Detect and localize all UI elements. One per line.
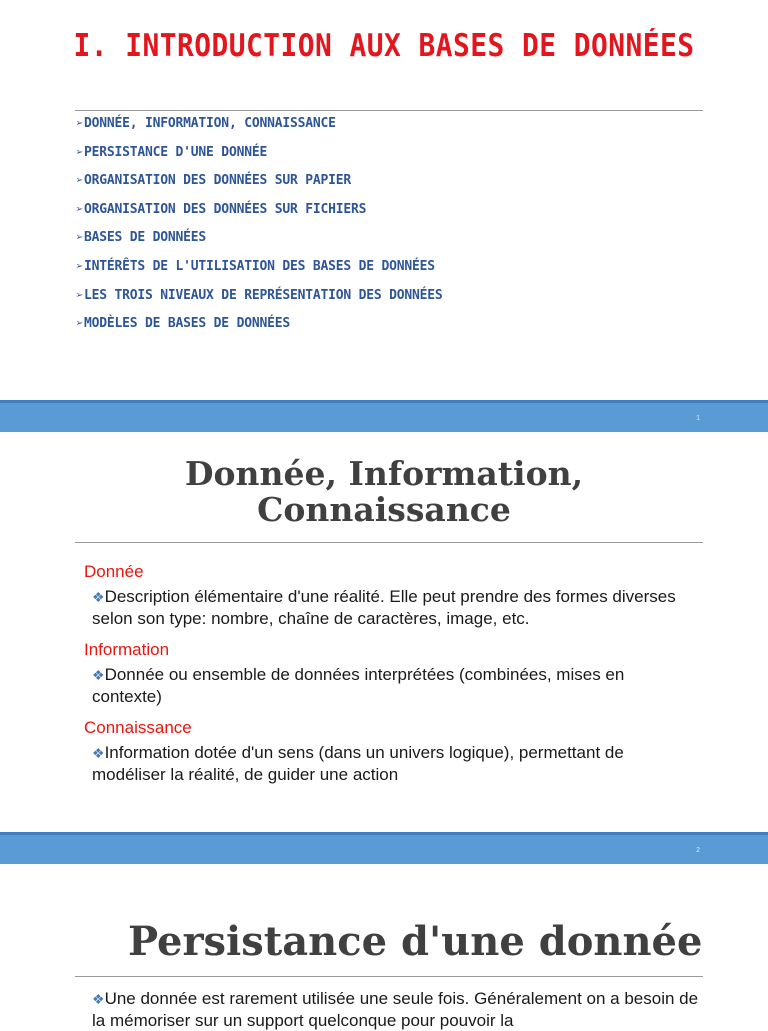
definition-text (92, 742, 692, 785)
title-divider (75, 976, 703, 977)
arrow-bullet-icon: ➢ (76, 144, 84, 159)
toc-item-label: MODÈLES DE BASES DE DONNÉES (84, 316, 290, 332)
toc-item (76, 316, 443, 345)
slide-3-text (92, 988, 702, 1031)
definition-heading: Connaissance (84, 718, 192, 737)
definition-text-body: Information dotée d'un sens (dans un univers logique), permettant de modéliser la réalité, de guider une action (92, 743, 624, 784)
definition-connaissance (84, 718, 692, 785)
toc-item-label: DONNÉE, INFORMATION, CONNAISSANCE (84, 116, 336, 131)
toc-item-label: BASES DE DONNÉES (84, 230, 207, 246)
arrow-bullet-icon: ➢ (76, 173, 84, 188)
definition-donnee (84, 562, 692, 629)
toc-item-label: ORGANISATION DES DONNÉES SUR FICHIERS (84, 201, 367, 217)
toc-item (76, 116, 443, 145)
table-of-contents (76, 116, 443, 345)
arrow-bullet-icon: ➢ (76, 287, 84, 302)
toc-item-label: INTÉRÊTS DE L'UTILISATION DES BASES DE DONNÉES (84, 258, 435, 274)
diamond-bullet-icon: ❖ (92, 991, 105, 1007)
definition-text-body: Donnée ou ensemble de données interprétées (combinées, mises en contexte) (92, 665, 625, 706)
definition-information (84, 640, 692, 707)
slide-separator-bar (0, 832, 768, 864)
toc-item-label: LES TROIS NIVEAUX DE REPRÉSENTATION DES DONNÉES (84, 287, 443, 303)
arrow-bullet-icon: ➢ (76, 258, 84, 273)
slide-3-text-body: Une donnée est rarement utilisée une seule fois. Généralement on a besoin de la mémoriser sur un support quelconque pour pouvoir la (92, 989, 699, 1030)
toc-item (76, 145, 443, 174)
slide-1 (0, 0, 768, 400)
slide-2-title-line-1: Donnée, Information, (184, 454, 584, 493)
arrow-bullet-icon: ➢ (76, 230, 84, 245)
toc-item-label: ORGANISATION DES DONNÉES SUR PAPIER (84, 173, 351, 189)
toc-item (76, 202, 443, 231)
definition-heading: Information (84, 640, 170, 659)
toc-item (76, 230, 443, 259)
page-number: 1 (696, 415, 700, 422)
diamond-bullet-icon: ❖ (92, 667, 105, 683)
slide-separator-bar (0, 400, 768, 432)
title-divider (75, 110, 703, 111)
arrow-bullet-icon: ➢ (76, 201, 84, 216)
toc-item (76, 259, 443, 288)
slide-2-title-line-2: Connaissance (257, 490, 511, 529)
diamond-bullet-icon: ❖ (92, 745, 105, 761)
definition-text-body: Description élémentaire d'une réalité. Elle peut prendre des formes diverses selon son type: nombre, chaîne de caractères, image, etc. (92, 587, 676, 628)
toc-item (76, 173, 443, 202)
definition-text (92, 664, 692, 707)
arrow-bullet-icon: ➢ (76, 316, 84, 331)
slide-1-title: I. INTRODUCTION AUX BASES DE DONNÉES (73, 28, 695, 64)
title-divider (75, 542, 703, 543)
definition-text (92, 586, 692, 629)
slide-2-title (0, 456, 768, 528)
slide-3-title: Persistance d'une donnée (128, 918, 703, 965)
diamond-bullet-icon: ❖ (92, 589, 105, 605)
toc-item (76, 288, 443, 317)
toc-item-label: PERSISTANCE D'UNE DONNÉE (84, 144, 268, 160)
arrow-bullet-icon: ➢ (76, 116, 84, 130)
definition-heading: Donnée (84, 562, 144, 581)
page-number: 2 (696, 847, 700, 854)
